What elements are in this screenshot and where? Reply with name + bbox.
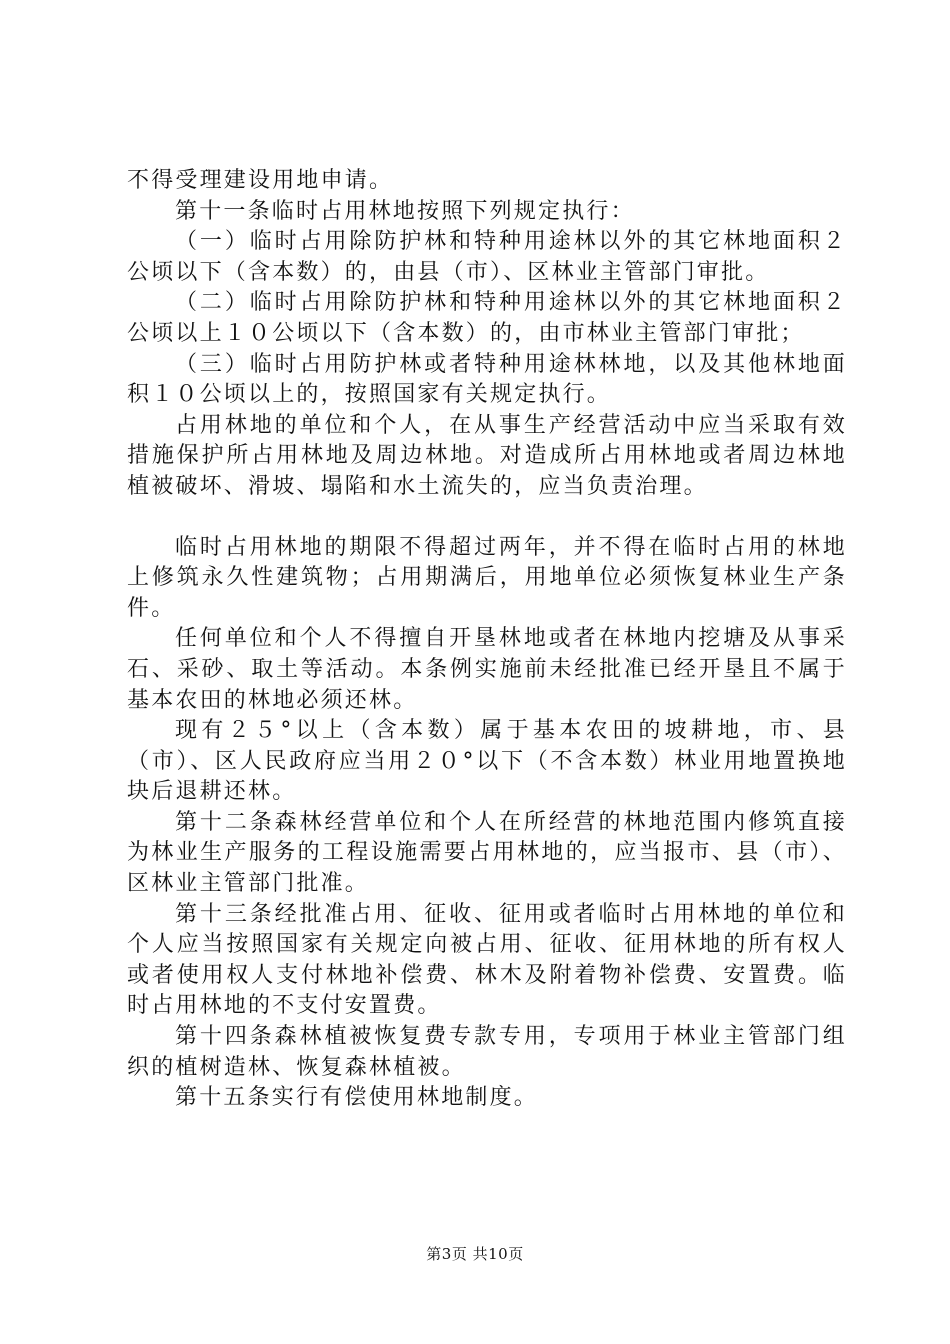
paragraph-occupier-duty: 占用林地的单位和个人，在从事生产经营活动中应当采取有效措施保护所占用林地及周边林地。对造成所占用林地或者周边林地植被破坏、滑坡、塌陷和水土流失的，应当负责治理。: [127, 412, 847, 499]
paragraph-continuation: 不得受理建设用地申请。: [127, 168, 394, 193]
paragraph-article-14: 第十四条森林植被恢复费专款专用，专项用于林业主管部门组织的植树造林、恢复森林植被。: [127, 1024, 847, 1080]
paragraph-slope-farmland: 现有２５°以上（含本数）属于基本农田的坡耕地，市、县（市）、区人民政府应当用２０°以下（不含本数）林业用地置换地块后退耕还林。: [127, 718, 847, 805]
paragraph-spacer: [127, 503, 847, 533]
paragraph-item-2: （二）临时占用除防护林和特种用途林以外的其它林地面积２公顷以上１０公顷以下（含本数）的，由市林业主管部门审批；: [127, 290, 847, 346]
paragraph-article-12: 第十二条森林经营单位和个人在所经营的林地范围内修筑直接为林业生产服务的工程设施需要占用林地的，应当报市、县（市）、区林业主管部门批准。: [127, 809, 847, 897]
paragraph-item-3: （三）临时占用防护林或者特种用途林林地，以及其他林地面积１０公顷以上的，按照国家有关规定执行。: [127, 351, 847, 408]
paragraph-item-1: （一）临时占用除防护林和特种用途林以外的其它林地面积２公顷以下（含本数）的，由县（市）、区林业主管部门审批。: [127, 229, 847, 285]
paragraph-article-15: 第十五条实行有偿使用林地制度。: [175, 1085, 539, 1111]
paragraph-article-11: 第十一条临时占用林地按照下列规定执行：: [175, 198, 635, 224]
paragraph-no-reclamation: 任何单位和个人不得擅自开垦林地或者在林地内挖塘及从事采石、采砂、取土等活动。本条例实施前未经批准已经开垦且不属于基本农田的林地必须还林。: [127, 626, 847, 713]
paragraph-article-13: 第十三条经批准占用、征收、征用或者临时占用林地的单位和个人应当按照国家有关规定向被占用、征收、征用林地的所有权人或者使用权人支付林地补偿费、林木及附着物补偿费、安置费。临时占用林地的不支付安置费。: [127, 901, 847, 1019]
paragraph-temporary-term: 临时占用林地的期限不得超过两年，并不得在临时占用的林地上修筑永久性建筑物；占用期满后，用地单位必须恢复林业生产条件。: [127, 534, 847, 621]
page-number-footer: 第3页 共10页: [426, 1245, 524, 1263]
document-body: [127, 166, 847, 1114]
